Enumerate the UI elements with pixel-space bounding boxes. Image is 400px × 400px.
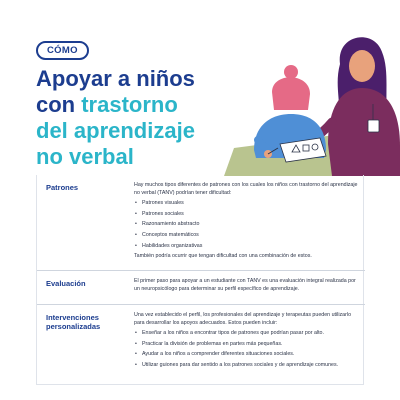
adult-face xyxy=(349,50,375,82)
row-body xyxy=(134,278,362,295)
bullet-list xyxy=(134,330,362,369)
row-intro: Hay muchos tipos diferentes de patrones con los cuales los niños con trastorno del aprendizaje no verbal (TANV) podrían tener dificultad: xyxy=(134,182,358,196)
row-intro: Una vez establecido el perfil, los profesionales del aprendizaje y terapeutas pueden utilizarlo para desarrollar los apoyos adecuados. Estos pueden incluir: xyxy=(134,312,352,326)
category-tag: CÓMO xyxy=(36,41,89,60)
row-outro: También podría ocurrir que tengan dificultad con una combinación de estos. xyxy=(134,253,312,260)
title-line-4: no verbal xyxy=(36,144,134,169)
header xyxy=(0,0,400,180)
table-row-intervenciones xyxy=(37,304,365,385)
bullet-list xyxy=(134,200,362,250)
illustration xyxy=(224,26,400,176)
list-item: • Ayudar a los niños a comprender diferentes situaciones sociales. xyxy=(134,351,362,359)
list-item: • Enseñar a los niños a encontrar tipos de patrones que podrían pasar por alto. xyxy=(134,330,362,338)
list-item: • Razonamiento abstracto xyxy=(134,221,362,229)
list-item: • Patrones sociales xyxy=(134,211,362,219)
title-line-3: del aprendizaje xyxy=(36,118,195,143)
adult-badge xyxy=(368,120,379,132)
row-intro: El primer paso para apoyar a un estudiante con TANV es una evaluación integral realizada por un neuropsicólogo para determinar su perfil específico de aprendizaje. xyxy=(134,278,356,292)
title-line-1: Apoyar a niños xyxy=(36,66,195,91)
list-item: • Practicar la división de problemas en partes más pequeñas. xyxy=(134,341,362,349)
row-label: Patrones xyxy=(46,183,79,192)
list-item: • Conceptos matemáticos xyxy=(134,232,362,240)
table-row-patrones xyxy=(37,175,365,270)
child-hair xyxy=(272,77,310,110)
table-row-evaluacion xyxy=(37,270,365,304)
info-table xyxy=(36,175,364,385)
adult-body xyxy=(328,88,400,176)
list-item: • Patrones visuales xyxy=(134,200,362,208)
row-label: Evaluación xyxy=(46,279,86,288)
row-body xyxy=(134,182,362,263)
title-line-2-highlight: trastorno xyxy=(81,92,178,117)
title-line-2-plain: con xyxy=(36,92,82,117)
row-label-line-1: Intervenciones xyxy=(46,313,99,322)
list-item: • Habilidades organizativas xyxy=(134,243,362,251)
row-label xyxy=(46,313,126,331)
row-body xyxy=(134,312,362,373)
row-label-line-2: personalizadas xyxy=(46,322,101,331)
list-item: • Utilizar guiones para dar sentido a los patrones sociales y de aprendizaje comunes. xyxy=(134,362,362,370)
